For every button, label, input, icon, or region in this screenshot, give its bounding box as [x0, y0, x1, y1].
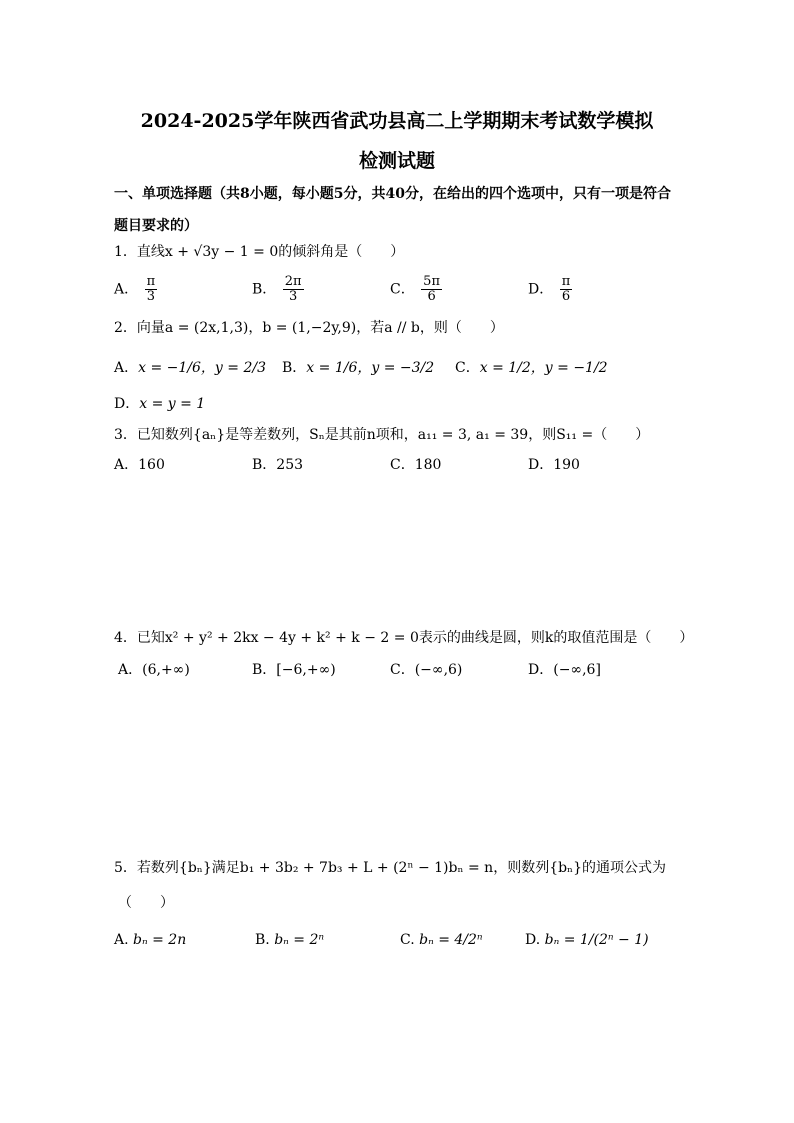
option-label: C． [390, 281, 415, 298]
question-4-option-d: D．(−∞,6] [528, 662, 601, 678]
page-title: 2024-2025学年陕西省武功县高二上学期期末考试数学模拟 [140, 110, 654, 132]
option-label: D． [528, 281, 554, 298]
question-4-option-a: A．(6,+∞) [118, 662, 190, 678]
question-4-option-b: B．[−6,+∞) [252, 662, 336, 678]
fraction: $\frac{\pi}{3}$ [146, 274, 156, 304]
question-1-option-a [114, 275, 159, 304]
question-3-option-b: B．253 [252, 457, 304, 473]
page-subtitle: 检测试题 [358, 150, 435, 172]
question-2-option-a: A．x = −1/6，y = 2/3 [114, 360, 266, 376]
question-4-stem: 4．已知x² + y² + 2kx − 4y + k² + k − 2 = 0表示的曲线是圆，则k的取值范围是（ ） [114, 630, 694, 646]
question-2-option-d: D．x = y = 1 [114, 396, 206, 412]
question-4-option-c: C．(−∞,6) [390, 662, 463, 678]
question-1-option-b [252, 275, 306, 304]
fraction: $\frac{2\pi}{3}$ [284, 274, 302, 304]
question-2-stem: 2．向量a = (2x,1,3)，b = (1,−2y,9)，若a // b，则（ ） [114, 320, 504, 336]
question-1-option-d [528, 275, 574, 304]
option-label: B． [252, 281, 277, 298]
section-heading-cont: 题目要求的） [114, 218, 198, 234]
option-label: A． [114, 281, 139, 298]
question-1-option-c [390, 275, 444, 304]
question-3-option-d: D．190 [528, 457, 580, 473]
question-5-option-b: B. bₙ = 2ⁿ [255, 932, 325, 948]
question-2-option-b: B．x = 1/6，y = −3/2 [282, 360, 435, 376]
fraction: $\frac{5\pi}{6}$ [423, 274, 440, 304]
question-5-option-a: A. bₙ = 2n [114, 932, 187, 948]
question-5-option-d: D. bₙ = 1/(2ⁿ − 1) [525, 932, 649, 948]
question-3-option-c: C．180 [390, 457, 442, 473]
section-heading: 一、单项选择题（共8小题，每小题5分，共40分，在给出的四个选项中，只有一项是符合 [114, 186, 671, 202]
question-3-stem: 3．已知数列{aₙ}是等差数列，Sₙ是其前n项和，a₁₁ = 3, a₁ = 39，则S₁₁ =（ ） [114, 427, 650, 443]
question-3-option-a: A．160 [114, 457, 165, 473]
question-5-option-c: C. bₙ = 4/2ⁿ [400, 932, 483, 948]
question-2-option-c: C．x = 1/2，y = −1/2 [455, 360, 608, 376]
question-1-stem: 1．直线x + √3y − 1 = 0的倾斜角是（ ） [114, 244, 405, 260]
question-5-stem-cont: （ ） [118, 895, 174, 911]
fraction: $\frac{\pi}{6}$ [561, 274, 571, 304]
question-5-stem: 5．若数列{bₙ}满足b₁ + 3b₂ + 7b₃ + L + (2ⁿ − 1)bₙ = n，则数列{bₙ}的通项公式为 [114, 860, 667, 876]
